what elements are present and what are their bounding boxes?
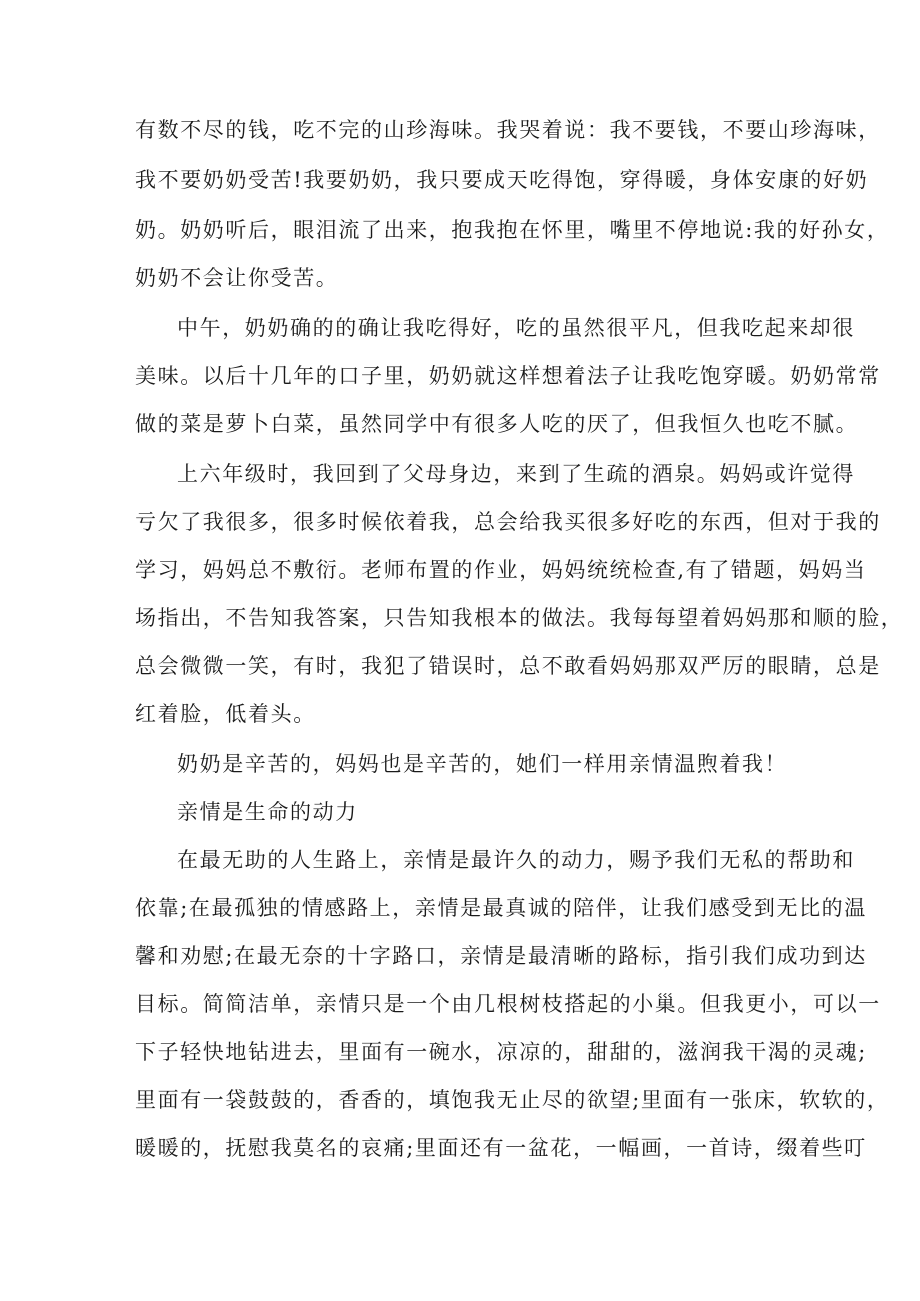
text-line: 依靠;在最孤独的情感路上，亲情是最真诚的陪伴，让我们感受到无比的温 [135, 896, 867, 920]
text-line: 奶奶是辛苦的，妈妈也是辛苦的，她们一样用亲情温煦着我！ [177, 752, 788, 776]
text-line: 上六年级时，我回到了父母身边，来到了生疏的酒泉。妈妈或许觉得 [177, 462, 855, 486]
text-line: 有数不尽的钱，吃不完的山珍海味。我哭着说：我不要钱，不要山珍海味， [135, 118, 881, 142]
text-line: 在最无助的人生路上，亲情是最许久的动力，赐予我们无私的帮助和 [177, 848, 855, 872]
text-line: 我不要奶奶受苦!我要奶奶，我只要成天吃得饱，穿得暖，身体安康的好奶 [135, 168, 869, 192]
text-line: 目标。简简洁单，亲情只是一个由几根树枝搭起的小巢。但我更小，可以一 [135, 992, 881, 1016]
text-line: 中午，奶奶确的的确让我吃得好，吃的虽然很平凡，但我吃起来却很 [177, 316, 855, 340]
text-line: 里面有一袋鼓鼓的，香香的，填饱我无止尽的欲望;里面有一张床，软软的， [135, 1088, 890, 1112]
text-line: 场指出，不告知我答案，只告知我根本的做法。我每每望着妈妈那和顺的脸， [135, 606, 904, 630]
section-heading: 亲情是生命的动力 [177, 800, 358, 824]
text-line: 馨和劝慰;在最无奈的十字路口，亲情是最清晰的路标，指引我们成功到达 [135, 944, 867, 968]
text-line: 做的菜是萝卜白菜，虽然同学中有很多人吃的厌了，但我恒久也吃不腻。 [135, 412, 859, 436]
text-line: 暖暖的，抚慰我莫名的哀痛;里面还有一盆花，一幅画，一首诗，缀着些叮 [135, 1136, 867, 1160]
text-line: 美味。以后十几年的口子里，奶奶就这样想着法子让我吃饱穿暖。奶奶常常 [135, 364, 881, 388]
text-line: 奶。奶奶听后，眼泪流了出来，抱我抱在怀里，嘴里不停地说:我的好孙女， [135, 218, 890, 242]
text-line: 奶奶不会让你受苦。 [135, 266, 339, 290]
text-line: 学习，妈妈总不敷衍。老师布置的作业，妈妈统统检查,有了错题，妈妈当 [135, 558, 867, 582]
text-line: 下子轻快地钻进去，里面有一碗水，凉凉的，甜甜的，滋润我干渴的灵魂; [135, 1040, 867, 1064]
text-line: 红着脸，低着头。 [135, 702, 316, 726]
text-line: 总会微微一笑，有时，我犯了错误时，总不敢看妈妈那双严厉的眼睛，总是 [135, 654, 881, 678]
text-line: 亏欠了我很多，很多时候依着我，总会给我买很多好吃的东西，但对于我的 [135, 510, 881, 534]
